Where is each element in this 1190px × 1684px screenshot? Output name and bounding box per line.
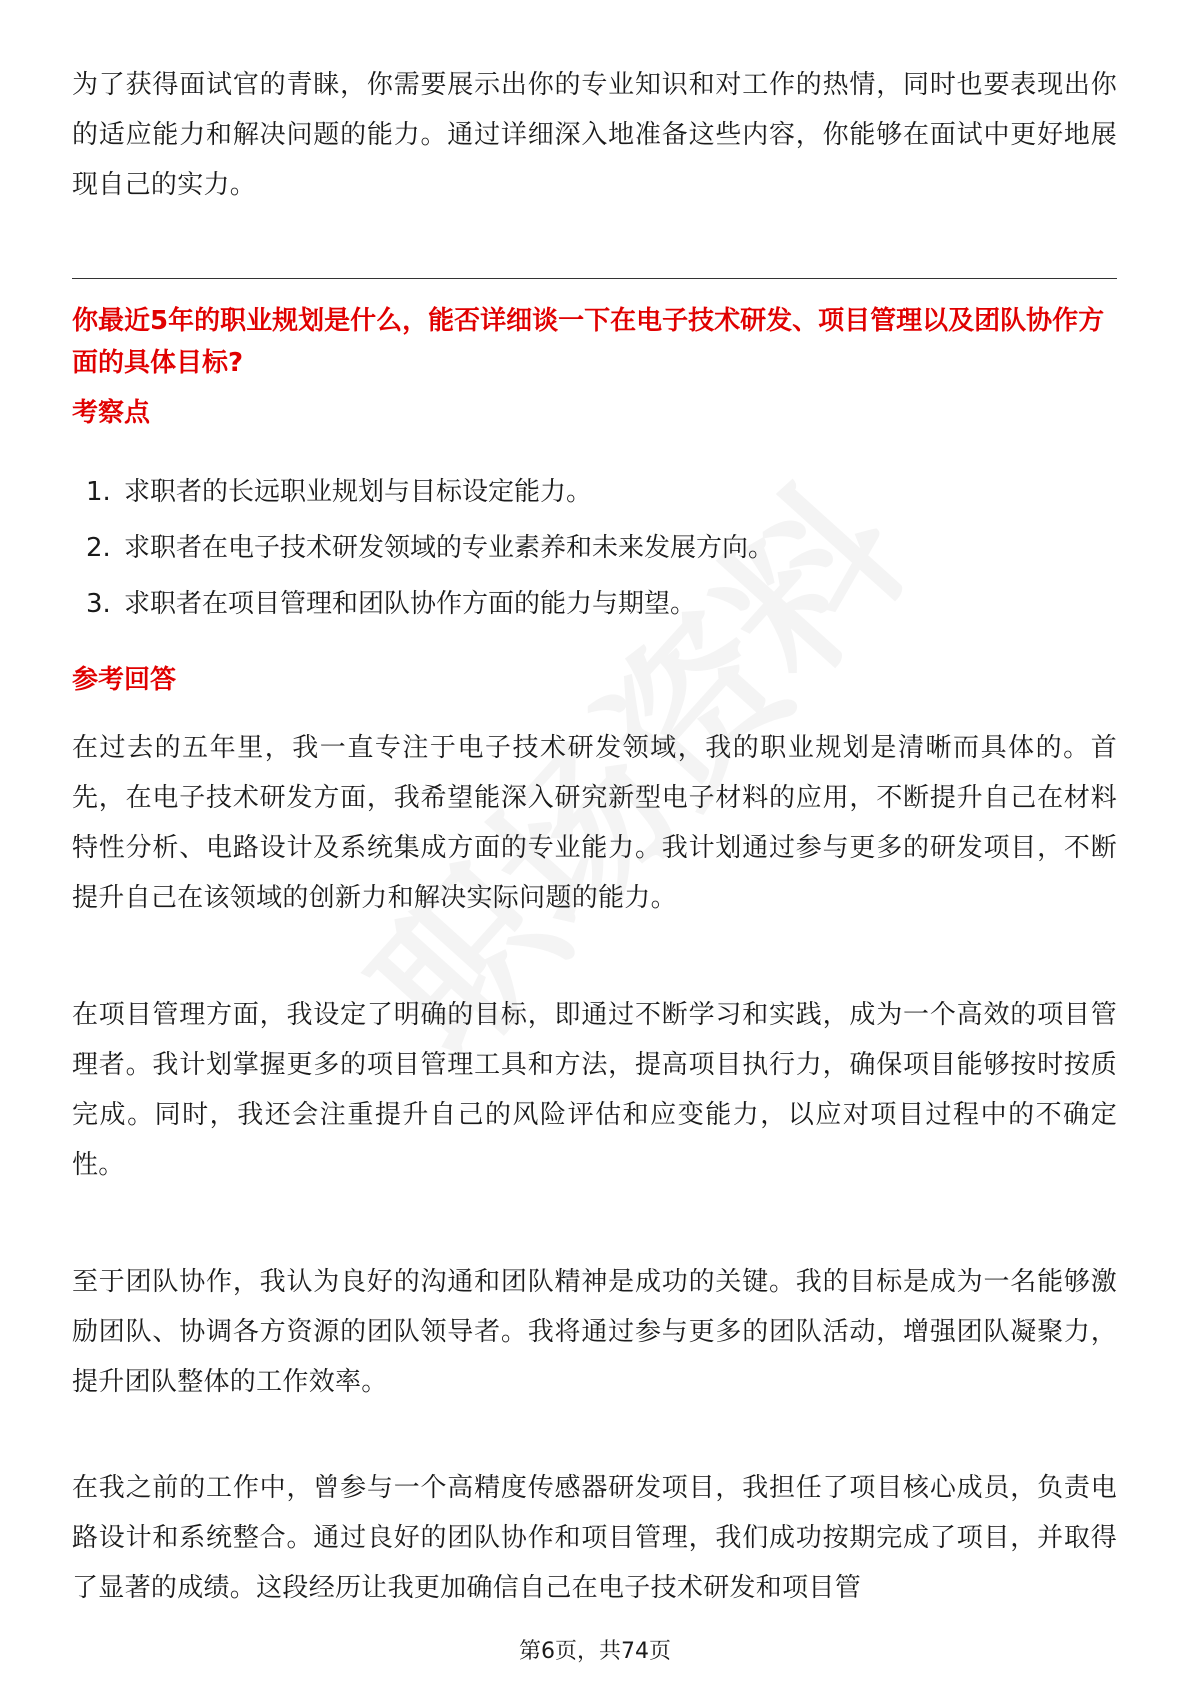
answer-paragraph: 在项目管理方面，我设定了明确的目标，即通过不断学习和实践，成为一个高效的项目管理者。我计划掌握更多的项目管理工具和方法，提高项目执行力，确保项目能够按时按质完成。同时，我还会注重提升自己的风险评估和应变能力，以应对项目过程中的不确定性。 xyxy=(72,1000,1117,1180)
intro-paragraph: 为了获得面试官的青睐，你需要展示出你的专业知识和对工作的热情，同时也要表现出你的适应能力和解决问题的能力。通过详细深入地准备这些内容，你能够在面试中更好地展现自己的实力。 xyxy=(72,70,1117,200)
considerations-list xyxy=(72,464,1117,632)
list-item-text: 求职者的长远职业规划与目标设定能力。 xyxy=(124,477,593,507)
list-item xyxy=(72,576,1117,632)
answer-paragraph: 在过去的五年里，我一直专注于电子技术研发领域，我的职业规划是清晰而具体的。首先，在电子技术研发方面，我希望能深入研究新型电子材料的应用，不断提升自己在材料特性分析、电路设计及系统集成方面的专业能力。我计划通过参与更多的研发项目，不断提升自己在该领域的创新力和解决实际问题的能力。 xyxy=(72,733,1117,913)
list-item-text: 求职者在项目管理和团队协作方面的能力与期望。 xyxy=(124,589,697,619)
document-page xyxy=(72,0,1117,1684)
considerations-heading: 考察点 xyxy=(72,398,151,428)
list-item-number: 2. xyxy=(86,533,111,563)
list-item-text: 求职者在电子技术研发领域的专业素养和未来发展方向。 xyxy=(124,533,775,563)
answer-paragraph: 在我之前的工作中，曾参与一个高精度传感器研发项目，我担任了项目核心成员，负责电路设计和系统整合。通过良好的团队协作和项目管理，我们成功按期完成了项目，并取得了显著的成绩。这段经历让我更加确信自己在电子技术研发和项目管 xyxy=(72,1473,1117,1603)
list-item xyxy=(72,520,1117,576)
answer-paragraph: 至于团队协作，我认为良好的沟通和团队精神是成功的关键。我的目标是成为一名能够激励团队、协调各方资源的团队领导者。我将通过参与更多的团队活动，增强团队凝聚力，提升团队整体的工作效率。 xyxy=(72,1267,1117,1397)
page-number: 第6页，共74页 xyxy=(519,1639,671,1664)
list-item-number: 3. xyxy=(86,589,111,619)
list-item xyxy=(72,464,1117,520)
list-item-number: 1. xyxy=(86,477,111,507)
section-divider xyxy=(72,278,1117,279)
interview-question: 你最近5年的职业规划是什么，能否详细谈一下在电子技术研发、项目管理以及团队协作方面的具体目标? xyxy=(72,306,1105,378)
answer-heading: 参考回答 xyxy=(72,665,177,695)
